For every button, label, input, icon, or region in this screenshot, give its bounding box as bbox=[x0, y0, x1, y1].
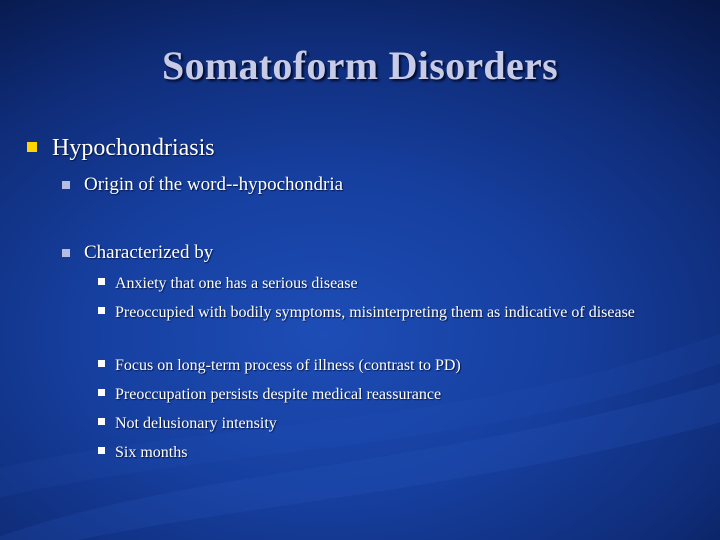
slide-title: Somatoform Disorders bbox=[162, 43, 558, 88]
bullet-square-icon bbox=[98, 360, 105, 367]
bullet-square-icon bbox=[98, 418, 105, 425]
bullet-text: Anxiety that one has a serious disease bbox=[115, 275, 358, 292]
bullet-level2-origin bbox=[62, 174, 343, 195]
bullet-level3-six-months bbox=[98, 441, 698, 465]
bullet-level3-persists bbox=[98, 383, 698, 407]
bullet-square-icon bbox=[62, 249, 70, 257]
bullet-level3-focus bbox=[98, 354, 698, 378]
bullet-level3-anxiety bbox=[98, 272, 698, 296]
bullet-square-icon bbox=[62, 181, 70, 189]
bullet-text: Focus on long-term process of illness (contrast to PD) bbox=[115, 357, 461, 374]
bullet-square-icon bbox=[98, 447, 105, 454]
bullet-text: Origin of the word--hypochondria bbox=[84, 174, 344, 195]
bullet-level3-delusionary bbox=[98, 412, 698, 436]
bullet-text: Not delusionary intensity bbox=[115, 415, 277, 432]
bullet-text: Six months bbox=[115, 444, 188, 461]
bullet-text: Preoccupation persists despite medical reassurance bbox=[115, 386, 442, 403]
bullet-text: Hypochondriasis bbox=[52, 135, 215, 161]
bullet-text: Characterized by bbox=[84, 242, 214, 263]
bullet-level1-hypochondriasis bbox=[27, 135, 215, 161]
bullet-level2-characterized bbox=[62, 242, 213, 263]
bullet-text: Preoccupied with bodily symptoms, misinterpreting them as indicative of disease bbox=[115, 304, 635, 321]
bullet-square-icon bbox=[98, 389, 105, 396]
bullet-square-icon bbox=[27, 142, 37, 152]
bullet-square-icon bbox=[98, 278, 105, 285]
bullet-square-icon bbox=[98, 307, 105, 314]
bullet-level3-preoccupied bbox=[98, 301, 694, 325]
